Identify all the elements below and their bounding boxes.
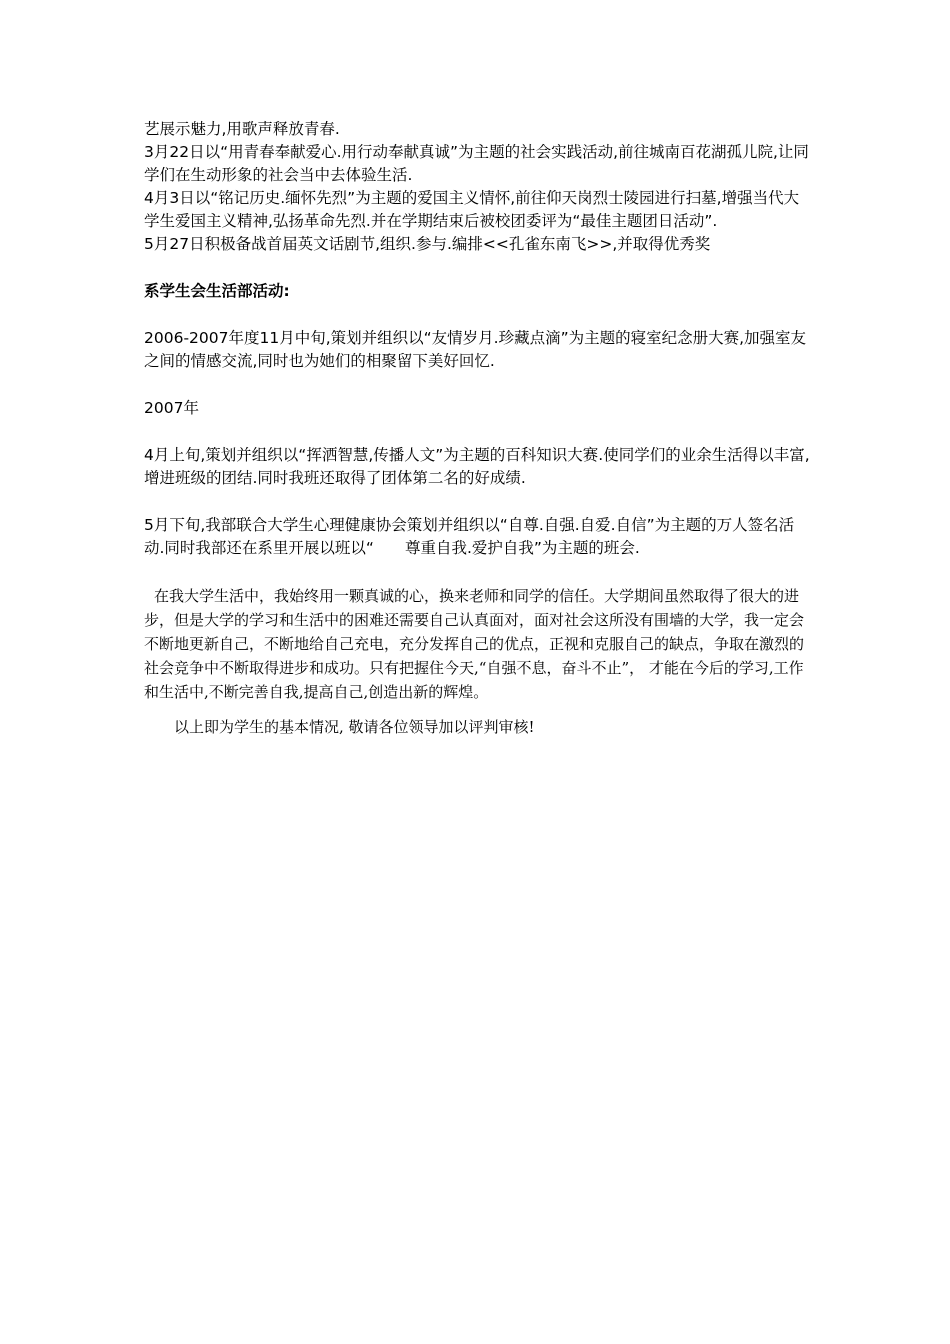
summary-paragraph: 在我大学生活中，我始终用一颗真诚的心，换来老师和同学的信任。大学期间虽然取得了很大的进步，但是大学的学习和生活中的困难还需要自己认真面对，面对社会这所没有围墙的大学，我一定会不断地更新自己，不断地给自己充电，充分发挥自己的优点，正视和克服自己的缺点，争取在激烈的社会竞争中不断取得进步和成功。只有把握住今天,“自强不息，奋斗不止”， 才能在今后的学习,工作和生活中,不断完善自我,提高自己,创造出新的辉煌。 [144, 587, 805, 701]
intro-continuation: 艺展示魅力,用歌声释放青春. [144, 120, 340, 138]
paragraph-may: 5月下旬,我部联合大学生心理健康协会策划并组织以“自尊.自强.自爱.自信”为主题的万人签名活动.同时我部还在系里开展以班以“ 尊重自我.爱护自我”为主题的班会. [144, 516, 795, 557]
activity-item-0403: 4月3日以“铭记历史.缅怀先烈”为主题的爱国主义情怀,前往仰天岗烈士陵园进行扫墓,增强当代大学生爱国主义精神,弘扬革命先烈.并在学期结束后被校团委评为“最佳主题团日活动”. [144, 189, 800, 230]
activity-item-0322: 3月22日以“用青春奉献爱心.用行动奉献真诚”为主题的社会实践活动,前往城南百花湖孤儿院,让同学们在生动形象的社会当中去体验生活. [144, 143, 809, 184]
paragraph-2006: 2006-2007年度11月中旬,策划并组织以“友情岁月.珍藏点滴”为主题的寝室纪念册大赛,加强室友之间的情感交流,同时也为她们的相聚留下美好回忆. [144, 329, 807, 370]
paragraph-year-2007: 2007年 [144, 399, 199, 417]
paragraph-april: 4月上旬,策划并组织以“挥洒智慧,传播人文”为主题的百科知识大赛.使同学们的业余生活得以丰富,增进班级的团结.同时我班还取得了团体第二名的好成绩. [144, 446, 810, 487]
document-page [144, 118, 810, 739]
section-heading: 系学生会生活部活动: [144, 282, 290, 300]
activity-item-0527: 5月27日积极备战首届英文话剧节,组织.参与.编排<<孔雀东南飞>>,并取得优秀奖 [144, 235, 711, 253]
closing-request: 以上即为学生的基本情况, 敬请各位领导加以评判审核! [174, 718, 535, 736]
